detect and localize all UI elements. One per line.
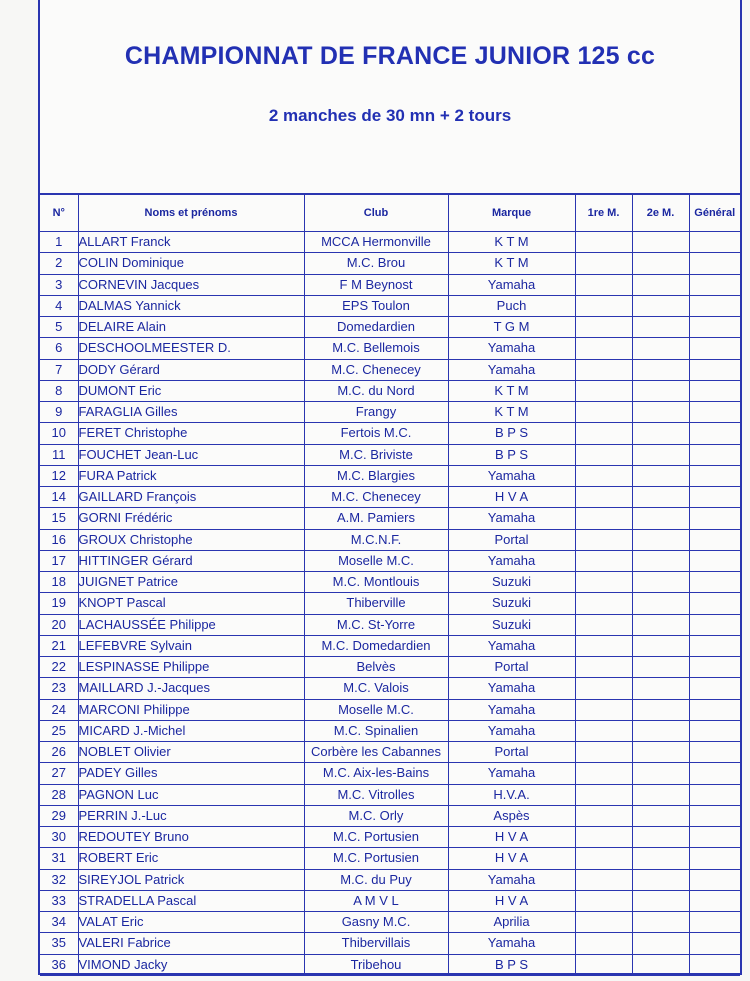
- rider-name: MAILLARD J.-Jacques: [78, 678, 304, 699]
- rider-name: MARCONI Philippe: [78, 699, 304, 720]
- rider-marque: H V A: [448, 890, 575, 911]
- table-row: [40, 274, 740, 295]
- rider-name: STRADELLA Pascal: [78, 890, 304, 911]
- general-result: [689, 848, 740, 869]
- table-row: [40, 295, 740, 316]
- second-race-result: [632, 678, 689, 699]
- table-row: [40, 827, 740, 848]
- rider-name: GORNI Frédéric: [78, 508, 304, 529]
- second-race-result: [632, 742, 689, 763]
- column-header-number: N°: [40, 194, 78, 232]
- rider-marque: Puch: [448, 295, 575, 316]
- rider-number: 12: [40, 465, 78, 486]
- first-race-result: [575, 699, 632, 720]
- second-race-result: [632, 848, 689, 869]
- rider-name: DUMONT Eric: [78, 380, 304, 401]
- rider-club: Corbère les Cabannes: [304, 742, 448, 763]
- second-race-result: [632, 232, 689, 253]
- general-result: [689, 678, 740, 699]
- second-race-result: [632, 317, 689, 338]
- second-race-result: [632, 720, 689, 741]
- first-race-result: [575, 720, 632, 741]
- rider-number: 27: [40, 763, 78, 784]
- second-race-result: [632, 593, 689, 614]
- rider-number: 5: [40, 317, 78, 338]
- table-row: [40, 402, 740, 423]
- second-race-result: [632, 380, 689, 401]
- rider-number: 30: [40, 827, 78, 848]
- rider-club: M.C. Valois: [304, 678, 448, 699]
- table-row: [40, 380, 740, 401]
- rider-number: 11: [40, 444, 78, 465]
- results-table-body: [40, 232, 740, 976]
- general-result: [689, 827, 740, 848]
- general-result: [689, 699, 740, 720]
- table-row: [40, 253, 740, 274]
- first-race-result: [575, 317, 632, 338]
- second-race-result: [632, 933, 689, 954]
- rider-club: M.C. Chenecey: [304, 359, 448, 380]
- second-race-result: [632, 614, 689, 635]
- rider-name: PAGNON Luc: [78, 784, 304, 805]
- first-race-result: [575, 678, 632, 699]
- first-race-result: [575, 805, 632, 826]
- rider-club: A M V L: [304, 890, 448, 911]
- first-race-result: [575, 657, 632, 678]
- rider-club: M.C. Brou: [304, 253, 448, 274]
- table-row: [40, 508, 740, 529]
- rider-number: 18: [40, 572, 78, 593]
- table-row: [40, 614, 740, 635]
- table-row: [40, 465, 740, 486]
- rider-marque: Suzuki: [448, 614, 575, 635]
- rider-marque: Yamaha: [448, 508, 575, 529]
- first-race-result: [575, 465, 632, 486]
- rider-club: Gasny M.C.: [304, 912, 448, 933]
- general-result: [689, 593, 740, 614]
- second-race-result: [632, 487, 689, 508]
- general-result: [689, 550, 740, 571]
- rider-name: CORNEVIN Jacques: [78, 274, 304, 295]
- general-result: [689, 933, 740, 954]
- rider-club: M.C. Portusien: [304, 827, 448, 848]
- second-race-result: [632, 274, 689, 295]
- general-result: [689, 317, 740, 338]
- first-race-result: [575, 763, 632, 784]
- rider-club: M.C. Vitrolles: [304, 784, 448, 805]
- rider-marque: Yamaha: [448, 550, 575, 571]
- table-row: [40, 487, 740, 508]
- column-header-name: Noms et prénoms: [78, 194, 304, 232]
- rider-name: HITTINGER Gérard: [78, 550, 304, 571]
- rider-name: MICARD J.-Michel: [78, 720, 304, 741]
- rider-number: 10: [40, 423, 78, 444]
- rider-name: PERRIN J.-Luc: [78, 805, 304, 826]
- rider-marque: K T M: [448, 380, 575, 401]
- rider-number: 23: [40, 678, 78, 699]
- general-result: [689, 720, 740, 741]
- first-race-result: [575, 635, 632, 656]
- rider-club: Frangy: [304, 402, 448, 423]
- table-row: [40, 699, 740, 720]
- rider-club: Thibervillais: [304, 933, 448, 954]
- second-race-result: [632, 572, 689, 593]
- rider-marque: Yamaha: [448, 465, 575, 486]
- rider-marque: Yamaha: [448, 933, 575, 954]
- first-race-result: [575, 593, 632, 614]
- general-result: [689, 295, 740, 316]
- general-result: [689, 253, 740, 274]
- general-result: [689, 784, 740, 805]
- rider-name: ALLART Franck: [78, 232, 304, 253]
- rider-name: VALERI Fabrice: [78, 933, 304, 954]
- rider-number: 15: [40, 508, 78, 529]
- general-result: [689, 529, 740, 550]
- rider-marque: Portal: [448, 657, 575, 678]
- table-row: [40, 338, 740, 359]
- first-race-result: [575, 827, 632, 848]
- general-result: [689, 423, 740, 444]
- rider-club: M.C. Blargies: [304, 465, 448, 486]
- table-row: [40, 890, 740, 911]
- rider-club: M.C.N.F.: [304, 529, 448, 550]
- rider-marque: Suzuki: [448, 593, 575, 614]
- rider-club: Domedardien: [304, 317, 448, 338]
- results-sheet: [38, 0, 742, 975]
- rider-name: JUIGNET Patrice: [78, 572, 304, 593]
- rider-number: 25: [40, 720, 78, 741]
- general-result: [689, 232, 740, 253]
- rider-number: 33: [40, 890, 78, 911]
- table-row: [40, 593, 740, 614]
- general-result: [689, 805, 740, 826]
- first-race-result: [575, 253, 632, 274]
- general-result: [689, 657, 740, 678]
- rider-club: Fertois M.C.: [304, 423, 448, 444]
- rider-name: DODY Gérard: [78, 359, 304, 380]
- second-race-result: [632, 253, 689, 274]
- table-row: [40, 423, 740, 444]
- rider-marque: Yamaha: [448, 720, 575, 741]
- general-result: [689, 572, 740, 593]
- table-row: [40, 444, 740, 465]
- rider-marque: Yamaha: [448, 359, 575, 380]
- rider-name: LEFEBVRE Sylvain: [78, 635, 304, 656]
- table-row: [40, 848, 740, 869]
- rider-club: M.C. Bellemois: [304, 338, 448, 359]
- rider-club: A.M. Pamiers: [304, 508, 448, 529]
- rider-number: 7: [40, 359, 78, 380]
- rider-number: 32: [40, 869, 78, 890]
- rider-club: M.C. du Puy: [304, 869, 448, 890]
- general-result: [689, 635, 740, 656]
- rider-number: 22: [40, 657, 78, 678]
- rider-marque: Aprilia: [448, 912, 575, 933]
- rider-club: M.C. Briviste: [304, 444, 448, 465]
- rider-marque: H V A: [448, 848, 575, 869]
- rider-club: M.C. St-Yorre: [304, 614, 448, 635]
- rider-number: 35: [40, 933, 78, 954]
- rider-marque: H V A: [448, 827, 575, 848]
- page-title: CHAMPIONNAT DE FRANCE JUNIOR 125 cc: [124, 42, 656, 70]
- rider-name: DESCHOOLMEESTER D.: [78, 338, 304, 359]
- second-race-result: [632, 784, 689, 805]
- rider-name: DALMAS Yannick: [78, 295, 304, 316]
- first-race-result: [575, 274, 632, 295]
- table-row: [40, 635, 740, 656]
- first-race-result: [575, 614, 632, 635]
- second-race-result: [632, 338, 689, 359]
- rider-number: 24: [40, 699, 78, 720]
- second-race-result: [632, 529, 689, 550]
- rider-name: LACHAUSSÉE Philippe: [78, 614, 304, 635]
- table-row: [40, 359, 740, 380]
- general-result: [689, 338, 740, 359]
- second-race-result: [632, 954, 689, 975]
- results-table: [40, 193, 740, 976]
- column-header-general: Général: [689, 194, 740, 232]
- rider-marque: K T M: [448, 232, 575, 253]
- second-race-result: [632, 890, 689, 911]
- rider-name: SIREYJOL Patrick: [78, 869, 304, 890]
- second-race-result: [632, 359, 689, 380]
- first-race-result: [575, 359, 632, 380]
- rider-number: 34: [40, 912, 78, 933]
- rider-number: 28: [40, 784, 78, 805]
- rider-marque: Yamaha: [448, 338, 575, 359]
- rider-marque: Portal: [448, 529, 575, 550]
- general-result: [689, 380, 740, 401]
- rider-marque: T G M: [448, 317, 575, 338]
- table-row: [40, 572, 740, 593]
- rider-name: FURA Patrick: [78, 465, 304, 486]
- table-row: [40, 869, 740, 890]
- second-race-result: [632, 912, 689, 933]
- rider-name: GROUX Christophe: [78, 529, 304, 550]
- rider-number: 8: [40, 380, 78, 401]
- rider-number: 14: [40, 487, 78, 508]
- rider-club: M.C. Orly: [304, 805, 448, 826]
- rider-club: M.C. Montlouis: [304, 572, 448, 593]
- rider-number: 36: [40, 954, 78, 975]
- general-result: [689, 763, 740, 784]
- first-race-result: [575, 742, 632, 763]
- rider-number: 21: [40, 635, 78, 656]
- rider-marque: B P S: [448, 444, 575, 465]
- general-result: [689, 508, 740, 529]
- rider-marque: Aspès: [448, 805, 575, 826]
- second-race-result: [632, 444, 689, 465]
- column-header-second-race: 2e M.: [632, 194, 689, 232]
- first-race-result: [575, 295, 632, 316]
- table-row: [40, 678, 740, 699]
- rider-number: 17: [40, 550, 78, 571]
- rider-number: 29: [40, 805, 78, 826]
- rider-marque: Yamaha: [448, 763, 575, 784]
- rider-club: M.C. Aix-les-Bains: [304, 763, 448, 784]
- rider-name: FERET Christophe: [78, 423, 304, 444]
- rider-name: ROBERT Eric: [78, 848, 304, 869]
- first-race-result: [575, 550, 632, 571]
- rider-marque: K T M: [448, 253, 575, 274]
- first-race-result: [575, 232, 632, 253]
- first-race-result: [575, 890, 632, 911]
- second-race-result: [632, 869, 689, 890]
- rider-name: DELAIRE Alain: [78, 317, 304, 338]
- table-header-row: [40, 194, 740, 232]
- general-result: [689, 912, 740, 933]
- rider-club: EPS Toulon: [304, 295, 448, 316]
- general-result: [689, 487, 740, 508]
- rider-club: M.C. Portusien: [304, 848, 448, 869]
- second-race-result: [632, 699, 689, 720]
- table-row: [40, 805, 740, 826]
- column-header-marque: Marque: [448, 194, 575, 232]
- first-race-result: [575, 529, 632, 550]
- general-result: [689, 742, 740, 763]
- rider-name: LESPINASSE Philippe: [78, 657, 304, 678]
- second-race-result: [632, 550, 689, 571]
- column-header-club: Club: [304, 194, 448, 232]
- table-row: [40, 317, 740, 338]
- rider-marque: H.V.A.: [448, 784, 575, 805]
- rider-marque: B P S: [448, 423, 575, 444]
- table-row: [40, 232, 740, 253]
- table-row: [40, 742, 740, 763]
- first-race-result: [575, 380, 632, 401]
- rider-name: FARAGLIA Gilles: [78, 402, 304, 423]
- general-result: [689, 402, 740, 423]
- general-result: [689, 444, 740, 465]
- rider-marque: H V A: [448, 487, 575, 508]
- second-race-result: [632, 827, 689, 848]
- rider-club: M.C. Chenecey: [304, 487, 448, 508]
- general-result: [689, 274, 740, 295]
- rider-name: PADEY Gilles: [78, 763, 304, 784]
- rider-club: Thiberville: [304, 593, 448, 614]
- rider-number: 3: [40, 274, 78, 295]
- rider-number: 20: [40, 614, 78, 635]
- table-row: [40, 657, 740, 678]
- rider-club: F M Beynost: [304, 274, 448, 295]
- rider-name: KNOPT Pascal: [78, 593, 304, 614]
- first-race-result: [575, 487, 632, 508]
- general-result: [689, 465, 740, 486]
- rider-number: 19: [40, 593, 78, 614]
- rider-club: M.C. Spinalien: [304, 720, 448, 741]
- second-race-result: [632, 423, 689, 444]
- rider-name: FOUCHET Jean-Luc: [78, 444, 304, 465]
- rider-number: 1: [40, 232, 78, 253]
- first-race-result: [575, 912, 632, 933]
- rider-name: REDOUTEY Bruno: [78, 827, 304, 848]
- first-race-result: [575, 402, 632, 423]
- first-race-result: [575, 869, 632, 890]
- rider-marque: Yamaha: [448, 699, 575, 720]
- rider-name: NOBLET Olivier: [78, 742, 304, 763]
- page-subtitle: 2 manches de 30 mn + 2 tours: [268, 106, 512, 125]
- first-race-result: [575, 444, 632, 465]
- first-race-result: [575, 572, 632, 593]
- first-race-result: [575, 423, 632, 444]
- rider-marque: Yamaha: [448, 635, 575, 656]
- table-row: [40, 550, 740, 571]
- rider-name: VALAT Eric: [78, 912, 304, 933]
- rider-marque: Yamaha: [448, 869, 575, 890]
- general-result: [689, 869, 740, 890]
- table-row: [40, 784, 740, 805]
- first-race-result: [575, 508, 632, 529]
- first-race-result: [575, 848, 632, 869]
- rider-number: 4: [40, 295, 78, 316]
- first-race-result: [575, 933, 632, 954]
- rider-number: 6: [40, 338, 78, 359]
- table-row: [40, 763, 740, 784]
- rider-club: Moselle M.C.: [304, 550, 448, 571]
- rider-name: VIMOND Jacky: [78, 954, 304, 975]
- rider-number: 26: [40, 742, 78, 763]
- rider-marque: B P S: [448, 954, 575, 975]
- column-header-first-race: 1re M.: [575, 194, 632, 232]
- rider-name: COLIN Dominique: [78, 253, 304, 274]
- table-row: [40, 912, 740, 933]
- rider-marque: Suzuki: [448, 572, 575, 593]
- second-race-result: [632, 402, 689, 423]
- general-result: [689, 614, 740, 635]
- second-race-result: [632, 805, 689, 826]
- rider-name: GAILLARD François: [78, 487, 304, 508]
- rider-club: M.C. Domedardien: [304, 635, 448, 656]
- rider-number: 16: [40, 529, 78, 550]
- rider-marque: Yamaha: [448, 678, 575, 699]
- rider-marque: Yamaha: [448, 274, 575, 295]
- second-race-result: [632, 295, 689, 316]
- rider-number: 31: [40, 848, 78, 869]
- rider-club: M.C. du Nord: [304, 380, 448, 401]
- first-race-result: [575, 954, 632, 975]
- rider-marque: Portal: [448, 742, 575, 763]
- table-row: [40, 529, 740, 550]
- first-race-result: [575, 784, 632, 805]
- rider-marque: K T M: [448, 402, 575, 423]
- second-race-result: [632, 465, 689, 486]
- rider-number: 9: [40, 402, 78, 423]
- table-row: [40, 720, 740, 741]
- rider-number: 2: [40, 253, 78, 274]
- second-race-result: [632, 657, 689, 678]
- second-race-result: [632, 763, 689, 784]
- rider-club: Moselle M.C.: [304, 699, 448, 720]
- rider-club: MCCA Hermonville: [304, 232, 448, 253]
- general-result: [689, 359, 740, 380]
- second-race-result: [632, 635, 689, 656]
- rider-club: Belvès: [304, 657, 448, 678]
- table-row: [40, 954, 740, 975]
- second-race-result: [632, 508, 689, 529]
- rider-club: Tribehou: [304, 954, 448, 975]
- general-result: [689, 954, 740, 975]
- first-race-result: [575, 338, 632, 359]
- general-result: [689, 890, 740, 911]
- table-row: [40, 933, 740, 954]
